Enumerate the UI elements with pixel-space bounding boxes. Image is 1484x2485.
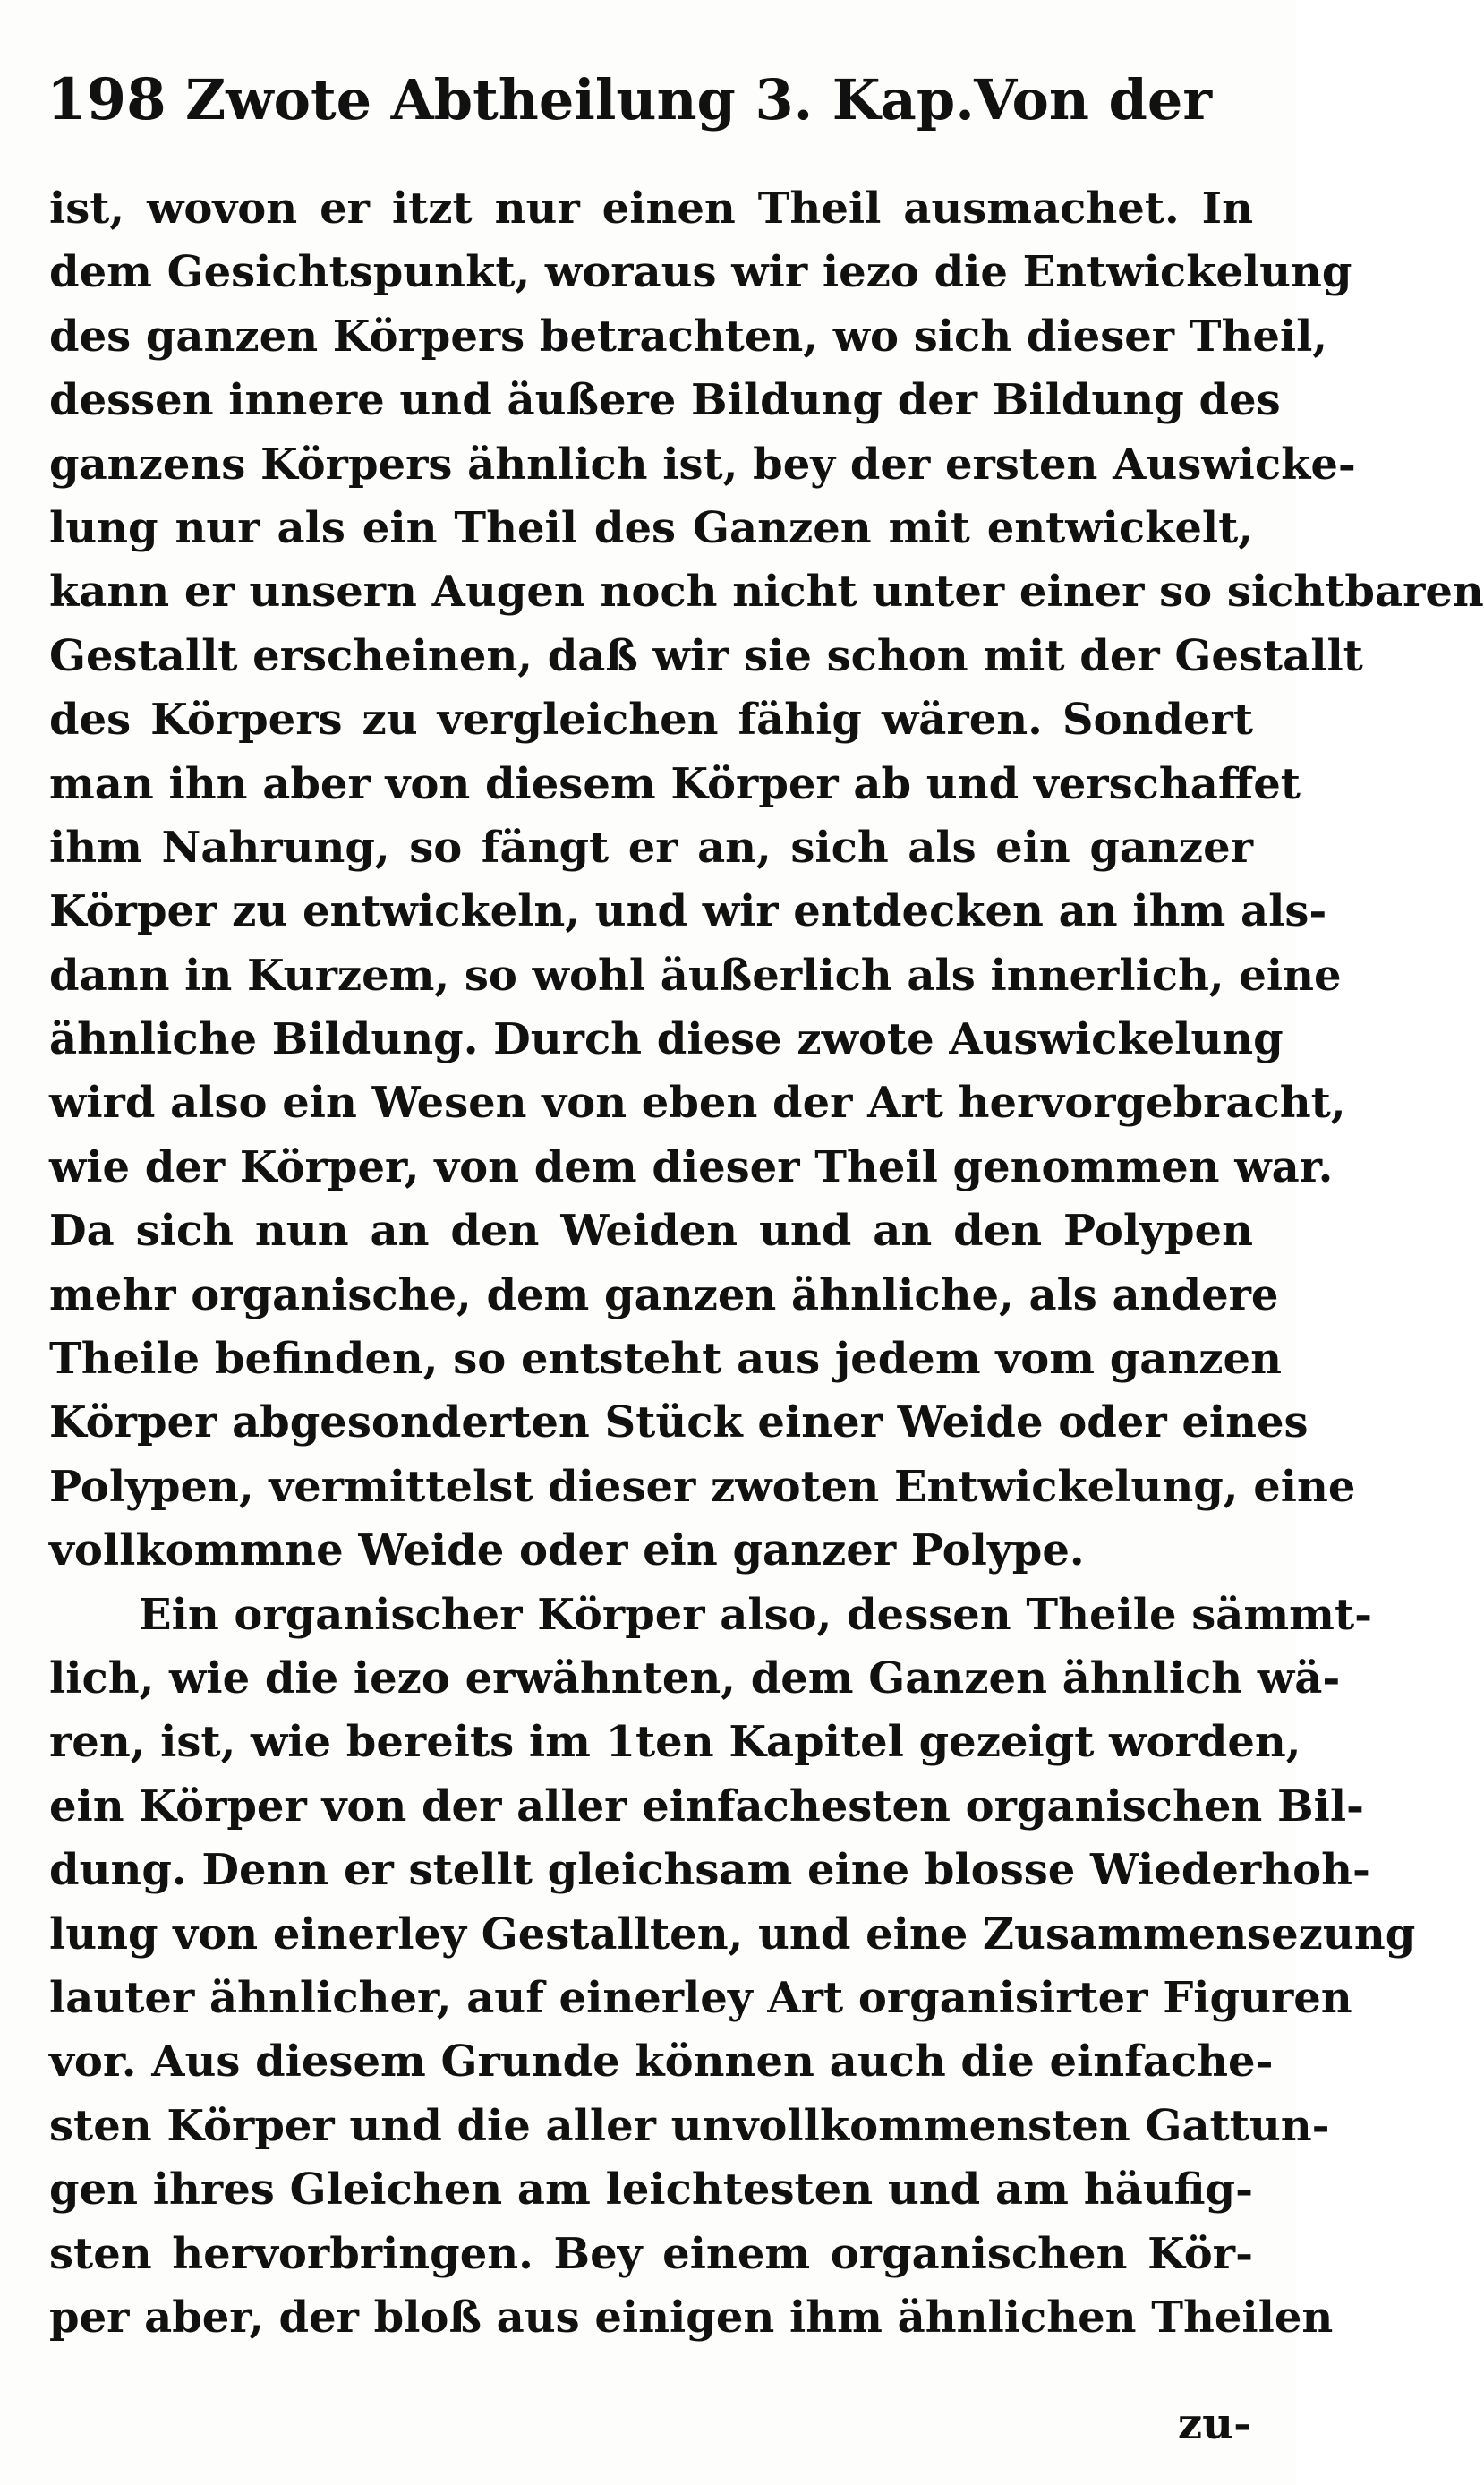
text-line: sten hervorbringen. Bey einem organischen Kör- [49, 2228, 1253, 2279]
text-line: ein Körper von der aller einfachesten organischen Bil- [49, 1780, 1364, 1832]
text-line: Polypen, vermittelst dieser zwoten Entwickelung, eine [49, 1461, 1356, 1512]
text-line: Da sich nun an den Weiden und an den Polypen [49, 1206, 1253, 1257]
body-text [49, 177, 1484, 2350]
page-header [47, 56, 1255, 145]
text-line: ihm Nahrung, so fängt er an, sich als ein ganzer [49, 822, 1253, 873]
text-line: Körper zu entwickeln, und wir entdecken an ihm als- [49, 886, 1327, 937]
text-line: des Körpers zu vergleichen fähig wären. Sondert [49, 695, 1253, 746]
text-line: gen ihres Gleichen am leichtesten und am häufig- [49, 2165, 1253, 2216]
text-line: ren, ist, wie bereits im 1ten Kapitel gezeigt worden, [49, 1717, 1301, 1768]
text-line: Theile befinden, so entsteht aus jedem vom ganzen [49, 1334, 1282, 1385]
text-line: Ein organischer Körper also, dessen Theile sämmt- [139, 1589, 1373, 1640]
text-line: lung nur als ein Theil des Ganzen mit entwickelt, [49, 502, 1253, 553]
text-line: mehr organische, dem ganzen ähnliche, als andere [49, 1269, 1279, 1320]
text-line: lich, wie die iezo erwähnten, dem Ganzen ähnlich wä- [49, 1652, 1341, 1704]
text-line: dem Gesichtspunkt, woraus wir iezo die Entwickelung [49, 247, 1352, 298]
text-line: kann er unsern Augen noch nicht unter einer so sichtbaren [49, 567, 1484, 618]
text-line: des ganzen Körpers betrachten, wo sich dieser Theil, [49, 311, 1328, 362]
text-line: ganzens Körpers ähnlich ist, bey der ersten Auswicke- [49, 439, 1356, 490]
text-line: vollkommne Weide oder ein ganzer Polype. [49, 1525, 1085, 1576]
text-line: ähnliche Bildung. Durch diese zwote Auswickelung [49, 1014, 1284, 1065]
running-title-right: Von der [974, 67, 1212, 132]
page-number: 198 [47, 66, 166, 133]
text-line: vor. Aus diesem Grunde können auch die einfache- [49, 2037, 1274, 2088]
text-line: Gestallt erscheinen, daß wir sie schon mit der Gestallt [49, 630, 1363, 681]
text-line: lung von einerley Gestallten, und eine Zusammensezung [49, 1909, 1416, 1960]
text-line: dann in Kurzem, so wohl äußerlich als innerlich, eine [49, 950, 1342, 1001]
text-line: per aber, der bloß aus einigen ihm ähnlichen Theilen [49, 2292, 1334, 2343]
text-line: dung. Denn er stellt gleichsam eine blosse Wiederhoh- [49, 1845, 1370, 1896]
text-line: man ihn aber von diesem Körper ab und verschaffet [49, 758, 1301, 809]
text-line: sten Körper und die aller unvollkommensten Gattun- [49, 2100, 1330, 2151]
running-title: Zwote Abtheilung 3. Kap. [185, 67, 975, 132]
text-line: Körper abgesonderten Stück einer Weide oder eines [49, 1397, 1309, 1448]
text-line: dessen innere und äußere Bildung der Bildung des [49, 375, 1281, 426]
text-line: lauter ähnlicher, auf einerley Art organisirter Figuren [49, 1972, 1352, 2023]
text-line: ist, wovon er itzt nur einen Theil ausmachet. In [49, 184, 1253, 234]
text-line: wird also ein Wesen von eben der Art hervorgebracht, [49, 1078, 1346, 1129]
catchword: zu- [1177, 2399, 1251, 2449]
text-line: wie der Körper, von dem dieser Theil genommen war. [49, 1141, 1334, 1192]
